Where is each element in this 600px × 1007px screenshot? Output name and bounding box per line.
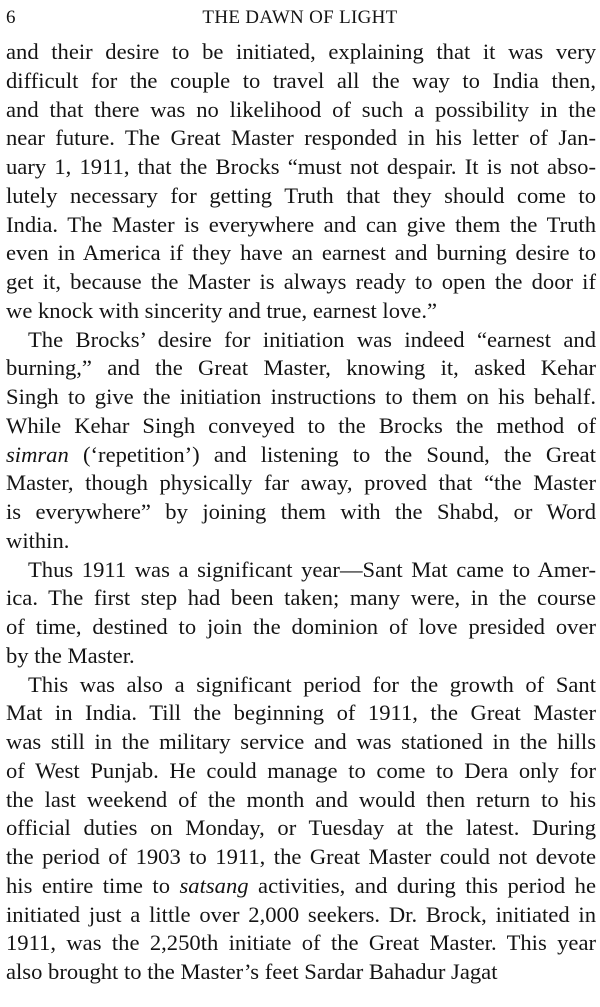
text-segment: activities, and during this period he <box>248 872 597 898</box>
text-line: get it, because the Master is always ready to open the door if <box>6 269 596 294</box>
text-line: near future. The Great Master responded in his letter of Jan- <box>6 125 596 151</box>
text-line: the period of 1903 to 1911, the Great Master could not devote <box>6 844 596 869</box>
text-line: initiated just a little over 2,000 seekers. Dr. Brock, initiated in <box>6 901 596 927</box>
page-number: 6 <box>6 7 16 28</box>
text-line: by the Master. <box>6 642 135 668</box>
text-line: The Brocks’ desire for initiation was indeed “earnest and <box>28 326 596 352</box>
paragraph <box>6 556 596 671</box>
text-line: official duties on Monday, or Tuesday at the latest. During <box>6 815 596 841</box>
paragraph <box>6 38 596 326</box>
text-line <box>6 441 596 470</box>
text-line: of time, destined to join the dominion of love presided over <box>6 614 596 639</box>
text-line: also brought to the Master’s feet Sardar Bahadur Jagat <box>6 959 498 984</box>
italic-term: satsang <box>179 872 249 898</box>
text-line: we knock with sincerity and true, earnest love.” <box>6 297 438 323</box>
text-line: Singh to give the initiation instructions to them on his behalf. <box>6 384 596 409</box>
text-line: of West Punjab. He could manage to come to Dera only for <box>6 757 596 783</box>
text-line: ica. The first step had been taken; many were, in the course <box>6 585 596 611</box>
text-line: even in America if they have an earnest and burning desire to <box>6 240 596 266</box>
text-line: and their desire to be initiated, explaining that it was very <box>6 39 596 64</box>
paragraph <box>6 671 596 987</box>
running-title: THE DAWN OF LIGHT <box>202 7 398 28</box>
text-line: difficult for the couple to travel all the way to India then, <box>6 67 596 93</box>
text-line: burning,” and the Great Master, knowing it, asked Kehar <box>6 355 596 381</box>
text-line: the last weekend of the month and would then return to his <box>6 786 596 812</box>
text-line: Master, though physically far away, proved that “the Master <box>6 470 596 496</box>
running-head <box>6 6 594 30</box>
text-line: lutely necessary for getting Truth that they should come to <box>6 182 596 208</box>
text-segment: (‘repetition’) and listening to the Sound, the Great <box>68 441 596 467</box>
paragraph <box>6 326 596 556</box>
italic-term: simran <box>6 441 69 467</box>
text-line: within. <box>6 527 70 553</box>
text-line: 1911, was the 2,250th initiate of the Great Master. This year <box>6 930 596 956</box>
text-line: was still in the military service and was stationed in the hills <box>6 729 596 754</box>
text-line: Mat in India. Till the beginning of 1911, the Great Master <box>6 700 596 726</box>
text-line: and that there was no likelihood of such a possibility in the <box>6 96 596 122</box>
text-line: India. The Master is everywhere and can give them the Truth <box>6 211 596 237</box>
text-line: This was also a significant period for the growth of Sant <box>28 671 596 697</box>
text-line: While Kehar Singh conveyed to the Brocks the method of <box>6 412 596 438</box>
body-text <box>6 38 596 987</box>
text-line: Thus 1911 was a significant year—Sant Mat came to Amer- <box>28 556 596 582</box>
text-line: uary 1, 1911, that the Brocks “must not despair. It is not abso- <box>6 154 596 179</box>
text-segment: his entire time to <box>6 872 180 898</box>
text-line: is everywhere” by joining them with the Shabd, or Word <box>6 499 596 524</box>
text-line <box>6 872 596 901</box>
